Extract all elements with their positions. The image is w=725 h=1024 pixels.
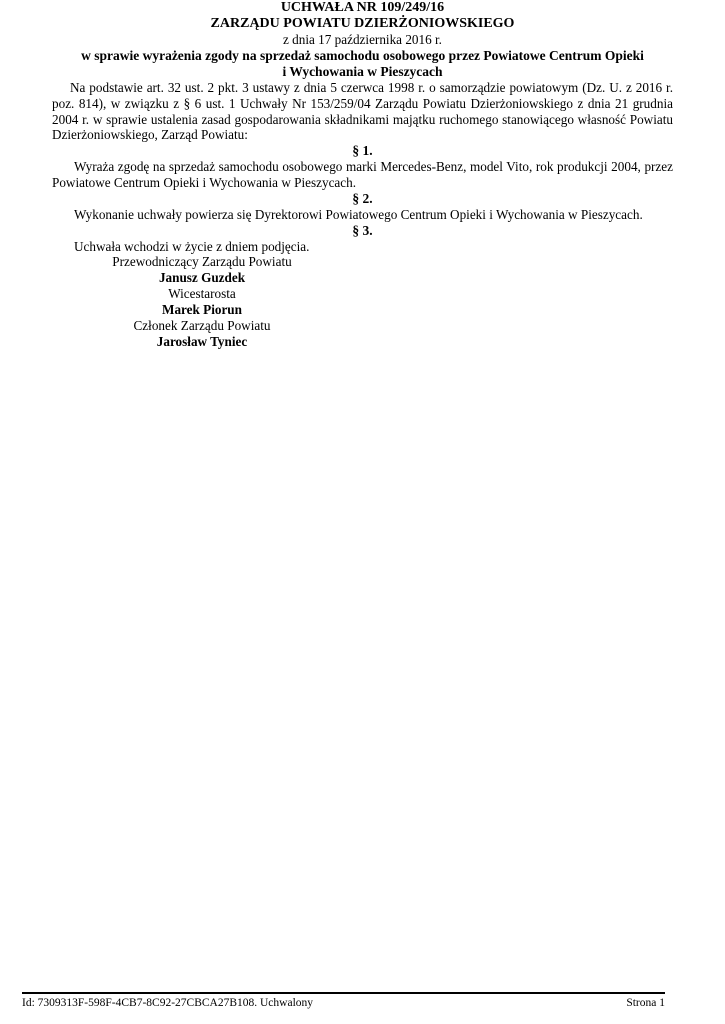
footer-document-id: Id: 7309313F-598F-4CB7-8C92-27CBCA27B108. Uchwalony	[22, 997, 314, 1009]
document-title	[52, 0, 673, 32]
preamble-paragraph: Na podstawie art. 32 ust. 2 pkt. 3 ustawy z dnia 5 czerwca 1998 r. o samorządzie powiatowym (Dz. U. z 2016 r. poz. 814), w związku z § 6 ust. 1 Uchwały Nr 153/259/04 Zarządu Powiatu Dzierżoniowskiego z dnia 21 grudnia 2004 r. w sprawie ustalenia zasad gospodarowania składnikami majątku ruchomego stanowiącego własność Powiatu Dzierżoniowskiego, Zarząd Powiatu:	[52, 80, 673, 143]
signature-name-3: Jarosław Tyniec	[156, 334, 248, 350]
document-subject	[52, 48, 673, 80]
signature-name-1: Janusz Guzdek	[158, 270, 246, 286]
document-content	[52, 0, 673, 350]
document-subject-line-1: w sprawie wyrażenia zgody na sprzedaż samochodu osobowego przez Powiatowe Centrum Opieki	[81, 48, 644, 63]
signature-role-3: Członek Zarządu Powiatu	[133, 318, 271, 334]
page-footer	[22, 992, 665, 1010]
section-1-text: Wyraża zgodę na sprzedaż samochodu osobowego marki Mercedes-Benz, model Vito, rok produkcji 2004, przez Powiatowe Centrum Opieki i Wychowania w Pieszycach.	[52, 159, 673, 190]
section-3-text: Uchwała wchodzi w życie z dniem podjęcia.	[74, 238, 310, 254]
section-2-heading: § 2.	[352, 190, 373, 206]
footer-page-number: Strona 1	[626, 997, 665, 1009]
signature-name-2: Marek Piorun	[162, 302, 242, 318]
document-title-line-2: ZARZĄDU POWIATU DZIERŻONIOWSKIEGO	[210, 16, 515, 31]
signature-role-1: Przewodniczący Zarządu Powiatu	[112, 254, 292, 270]
section-1-heading: § 1.	[352, 143, 373, 159]
document-title-line-1: UCHWAŁA NR 109/249/16	[280, 0, 445, 15]
signature-role-2: Wicestarosta	[168, 286, 236, 302]
signature-block	[52, 254, 352, 350]
document-date: z dnia 17 października 2016 r.	[283, 32, 442, 47]
section-3-heading: § 3.	[352, 222, 373, 238]
section-2-text: Wykonanie uchwały powierza się Dyrektorowi Powiatowego Centrum Opieki i Wychowania w Pieszycach.	[74, 206, 643, 222]
document-subject-line-2: i Wychowania w Pieszycach	[282, 64, 443, 79]
